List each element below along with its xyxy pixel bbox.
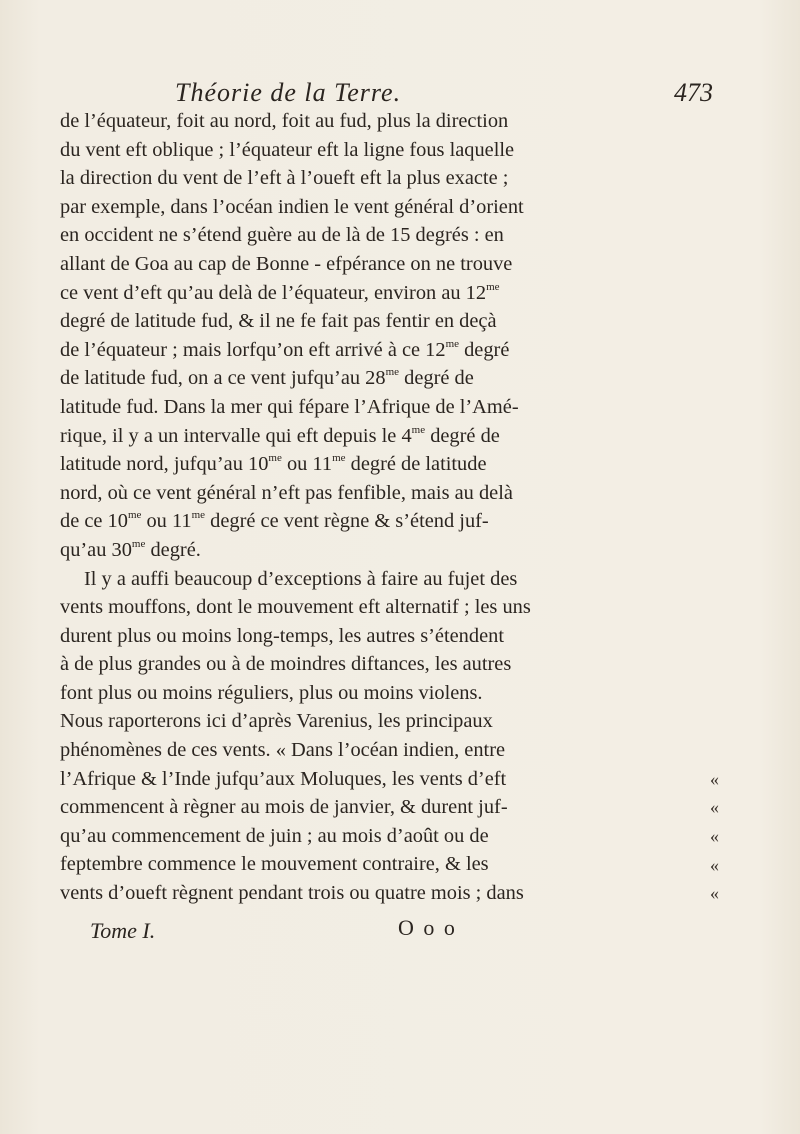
text-line [60, 879, 700, 908]
text-line [60, 107, 700, 136]
marginal-quote-mark: « [710, 883, 719, 904]
line-text: qu’au $30^{me}$ degré. [60, 537, 201, 561]
text-line [60, 307, 700, 336]
line-text: ce vent d’eft qu’au delà de l’équateur, environ au $12^{me}$ [60, 280, 500, 304]
ordinal-superscript: me [445, 337, 460, 350]
line-text: commencent à règner au mois de janvier, & durent juf- [60, 796, 508, 819]
line-text: la direction du vent de l’eft à l’oueft eft la plus exacte ; [60, 167, 509, 190]
line-text: de ce $10^{me}$ ou $11^{me}$ degré ce vent règne & s’étend juf- [60, 509, 489, 533]
marginal-quote-mark: « [710, 826, 719, 846]
line-text: latitude fud. Dans la mer qui fépare l’Afrique de l’Amé- [60, 395, 519, 418]
text-line [60, 193, 700, 222]
ordinal-superscript: me [127, 509, 142, 522]
text-line [60, 793, 700, 822]
text-line [60, 136, 700, 165]
line-text: de l’équateur, foit au nord, foit au fud, plus la direction [60, 110, 509, 132]
text-line [60, 221, 700, 250]
line-text: de latitude fud, on a ce vent jufqu’au $28^{me}$ degré de [60, 366, 474, 390]
line-text: Nous raporterons ici d’après Varenius, les principaux [60, 710, 493, 733]
text-line [60, 393, 700, 422]
text-line [60, 422, 700, 451]
text-line [60, 450, 700, 479]
body-text [60, 107, 700, 908]
page-number: 473 [674, 78, 713, 107]
line-text: l’Afrique & l’Inde jufqu’aux Moluques, les vents d’eft [60, 767, 507, 790]
text-line [60, 679, 700, 708]
line-text: degré de latitude fud, & il ne fe fait pas fentir en deçà [60, 310, 497, 333]
text-line [60, 850, 700, 879]
text-line [60, 279, 700, 308]
ordinal-superscript: me [268, 452, 282, 465]
line-text: de l’équateur ; mais lorfqu’on eft arrivé à ce $12^{me}$ degré [60, 337, 510, 361]
text-line [60, 593, 700, 622]
text-line [60, 822, 700, 851]
ordinal-superscript: me [385, 366, 400, 379]
text-line [60, 765, 700, 794]
line-text: vents d’oueft règnent pendant trois ou quatre mois ; dans [60, 882, 524, 905]
line-text: allant de Goa au cap de Bonne - efpérance on ne trouve [60, 252, 513, 275]
text-line [60, 250, 700, 279]
running-header: Théorie de la Terre. [175, 78, 402, 107]
line-text: phénomènes de ces vents. « Dans l’océan indien, entre [60, 739, 506, 762]
text-line [60, 622, 700, 651]
text-line [60, 507, 700, 536]
text-line [60, 536, 700, 565]
line-text: du vent eft oblique ; l’équateur eft la ligne fous laquelle [60, 138, 515, 161]
ordinal-superscript: me [191, 509, 206, 522]
marginal-quote-mark: « [710, 797, 719, 818]
ordinal-superscript: me [131, 537, 146, 550]
line-text: font plus ou moins réguliers, plus ou moins violens. [60, 681, 483, 704]
marginal-quote-mark: « [710, 768, 719, 789]
text-line [60, 164, 700, 193]
paragraph-2 [60, 565, 700, 908]
line-text: feptembre commence le mouvement contraire, & les [60, 853, 489, 876]
line-text: vents mouffons, dont le mouvement eft alternatif ; les uns [60, 596, 531, 619]
line-text: Il y a auffi beaucoup d’exceptions à faire au fujet des [84, 567, 518, 590]
text-line [60, 479, 700, 508]
line-text: à de plus grandes ou à de moindres diftances, les autres [60, 653, 512, 676]
line-text: qu’au commencement de juin ; au mois d’août ou de [60, 824, 489, 847]
paragraph-1 [60, 107, 700, 565]
text-line [60, 707, 700, 736]
text-line [60, 565, 700, 594]
signature-mark: O o o [398, 915, 457, 940]
line-text: rique, il y a un intervalle qui eft depuis le $4^{me}$ degré de [60, 423, 500, 447]
line-text: par exemple, dans l’océan indien le vent général d’orient [60, 195, 524, 218]
text-line [60, 364, 700, 393]
line-text: en occident ne s’étend guère au de là de 15 degrés : en [60, 224, 504, 247]
ordinal-superscript: me [411, 423, 426, 436]
ordinal-superscript: me [332, 452, 346, 465]
line-text: latitude nord, jufqu’au $10^{me}$ ou $11^{me}$ degré de latitude [60, 452, 487, 476]
text-line [60, 736, 700, 765]
volume-label: Tome I. [90, 918, 156, 943]
line-text: durent plus ou moins long-temps, les autres s’étendent [60, 624, 504, 647]
marginal-quote-mark: « [710, 854, 719, 875]
text-line [60, 336, 700, 365]
line-text: nord, où ce vent général n’eft pas fenfible, mais au delà [60, 481, 513, 504]
ordinal-superscript: me [486, 280, 500, 293]
text-line [60, 650, 700, 679]
